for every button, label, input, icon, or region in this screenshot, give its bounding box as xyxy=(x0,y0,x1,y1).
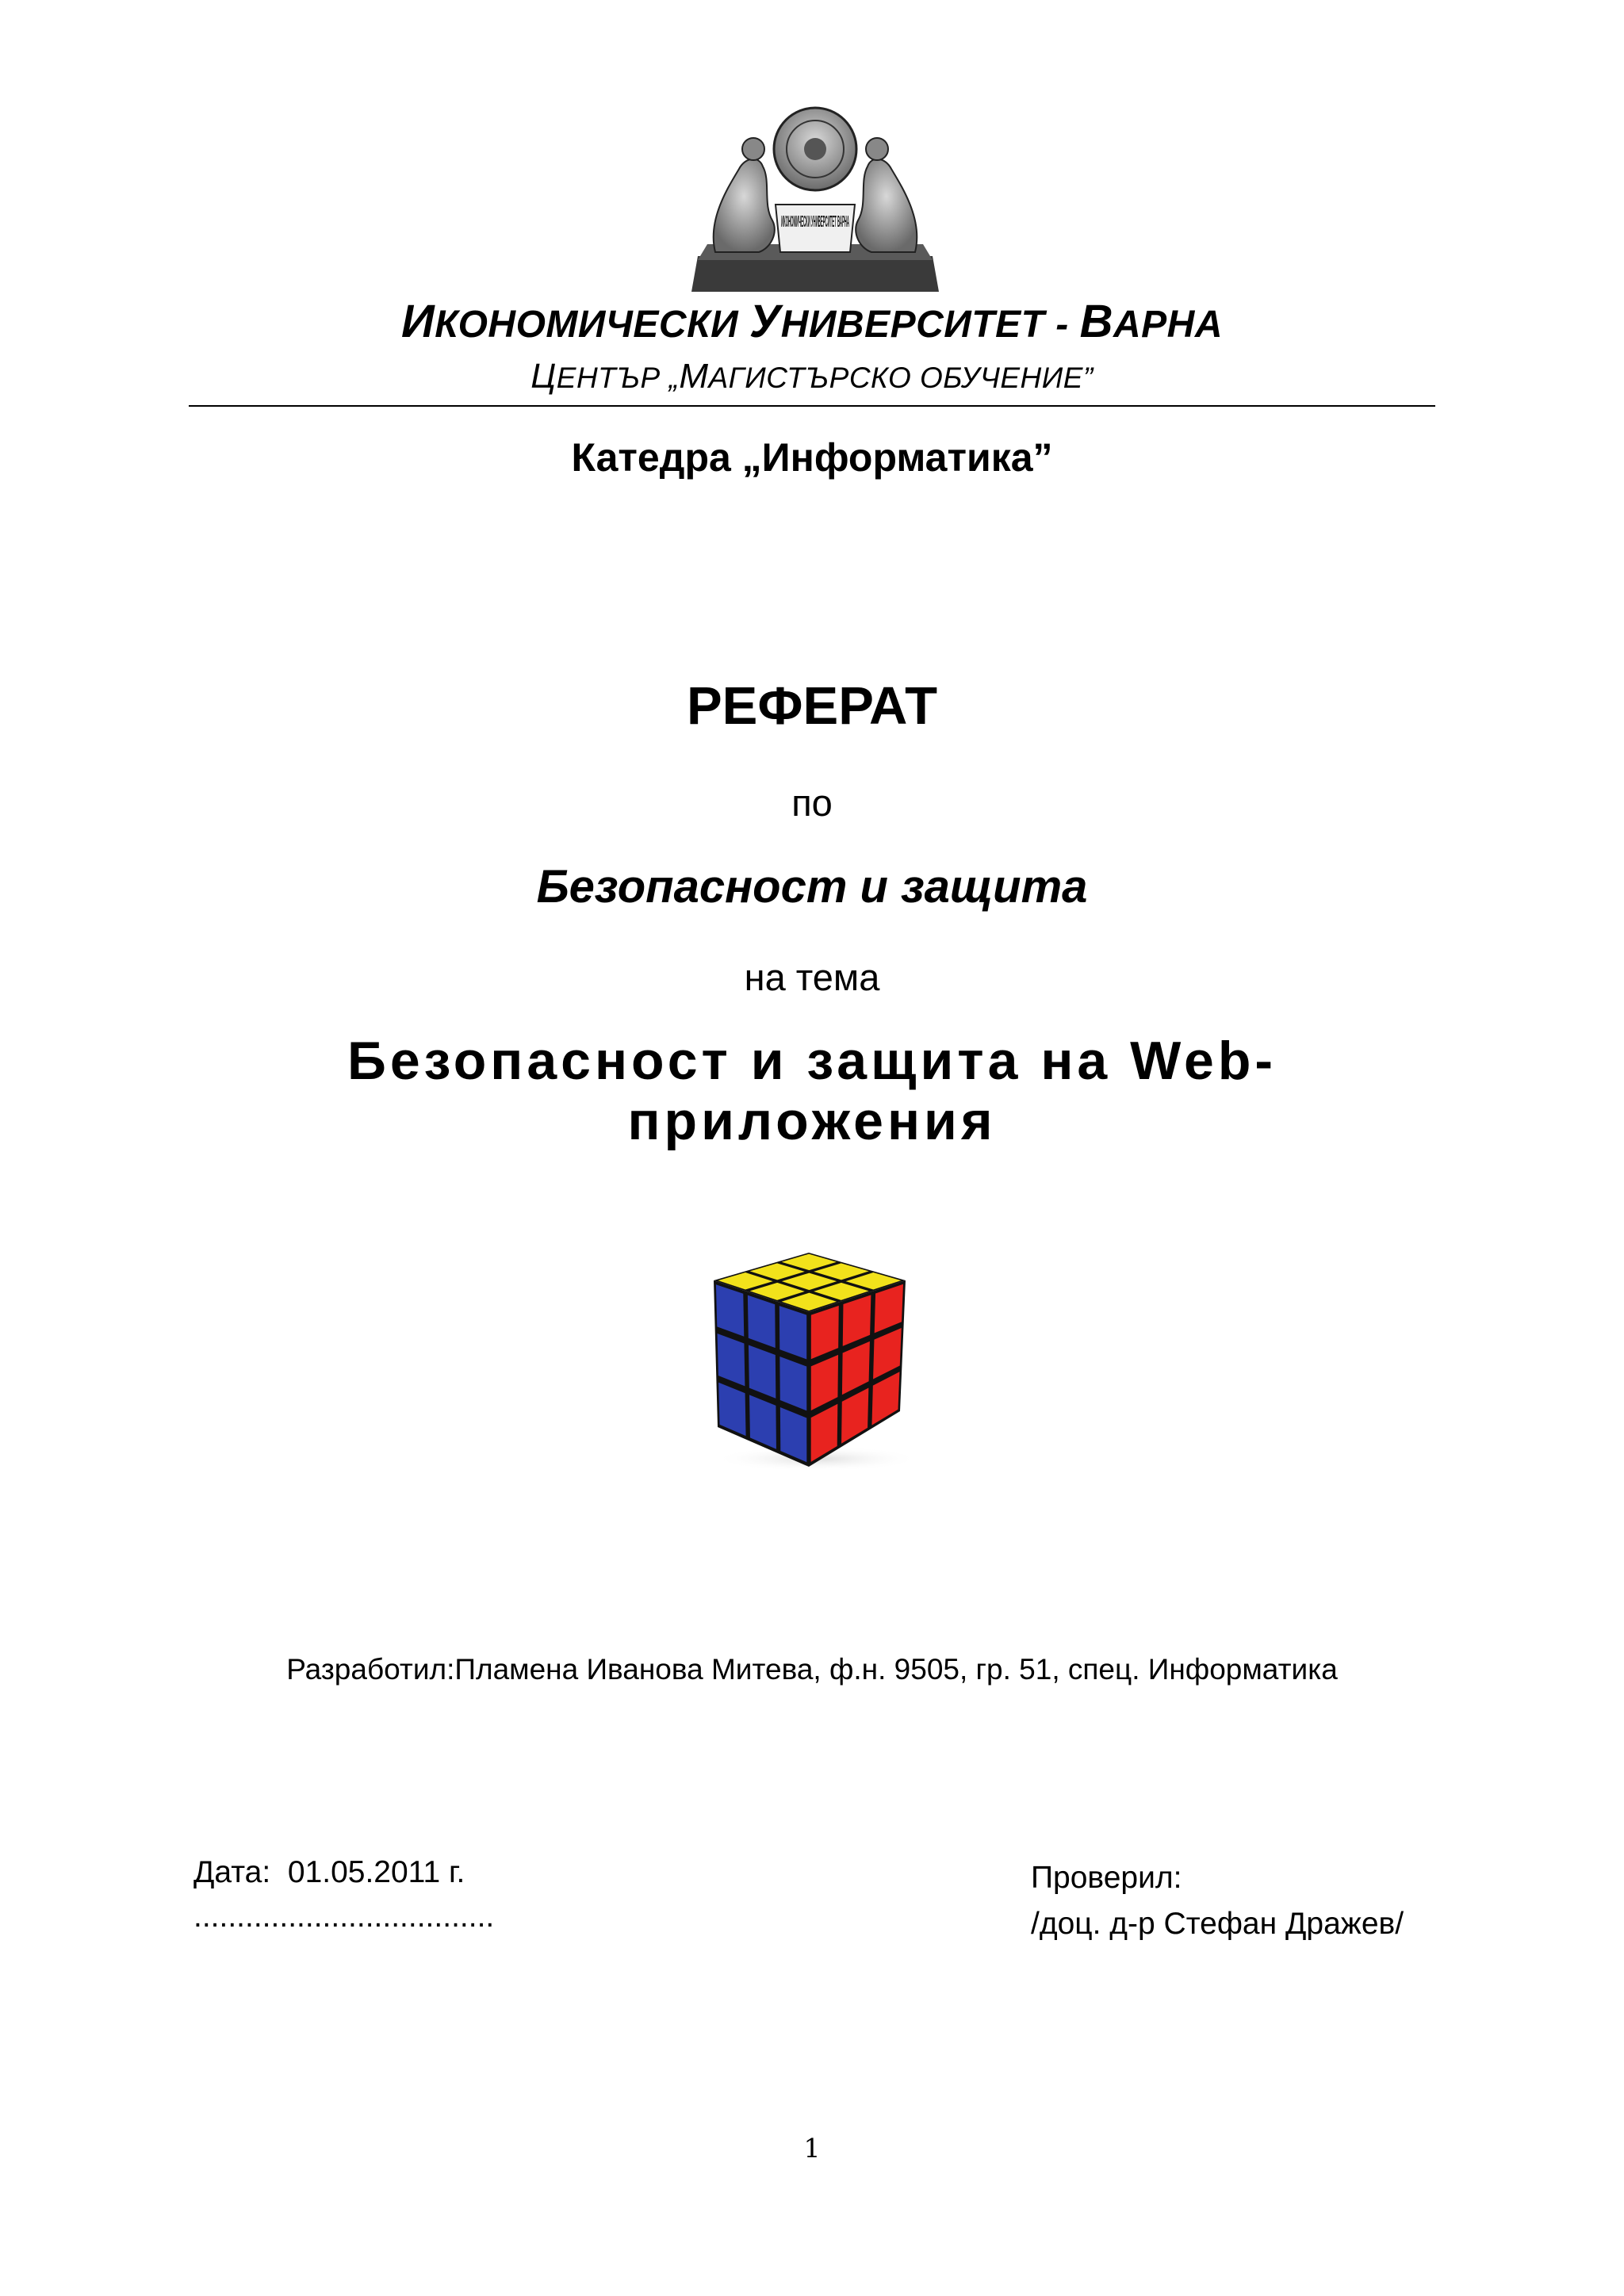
topic-line-2: приложения xyxy=(627,1091,997,1151)
topic-title xyxy=(0,1031,1624,1151)
center-name: ЦЕНТЪР „МАГИСТЪРСКО ОБУЧЕНИЕ” xyxy=(530,357,1094,396)
header-divider xyxy=(189,405,1435,407)
date-line xyxy=(193,1855,465,1890)
university-name: ИКОНОМИЧЕСКИ УНИВЕРСИТЕТ - ВАРНА xyxy=(400,296,1224,347)
topic-line-1: Безопасност и защита на Web- xyxy=(347,1031,1277,1091)
signature-dots: ................................... xyxy=(193,1900,495,1934)
reviewer-name: /доц. д-р Стефан Дражев/ xyxy=(1031,1907,1404,1941)
date-label: Дата: xyxy=(193,1855,271,1889)
department-title: Катедра „Информатика” xyxy=(571,435,1053,480)
reviewer-label: Проверил: xyxy=(1031,1861,1182,1895)
po-label: по xyxy=(791,782,833,824)
na-tema-label: на тема xyxy=(744,956,880,998)
svg-text:ИКОНОМИЧЕСКИ УНИВЕРСИТЕТ ВАРНА: ИКОНОМИЧЕСКИ УНИВЕРСИТЕТ ВАРНА xyxy=(781,213,849,231)
reviewer-block xyxy=(1031,1855,1404,1947)
date-value: 01.05.2011 г. xyxy=(287,1855,465,1889)
university-logo xyxy=(684,94,947,298)
author-info: Разработил:Пламена Иванова Митева, ф.н. 9505, гр. 51, спец. Информатика xyxy=(286,1653,1338,1686)
document-type: РЕФЕРАТ xyxy=(686,676,938,736)
subject-title: Безопасност и защита xyxy=(536,861,1088,913)
page-number: 1 xyxy=(803,2133,821,2164)
rubiks-cube-image xyxy=(698,1237,928,1475)
